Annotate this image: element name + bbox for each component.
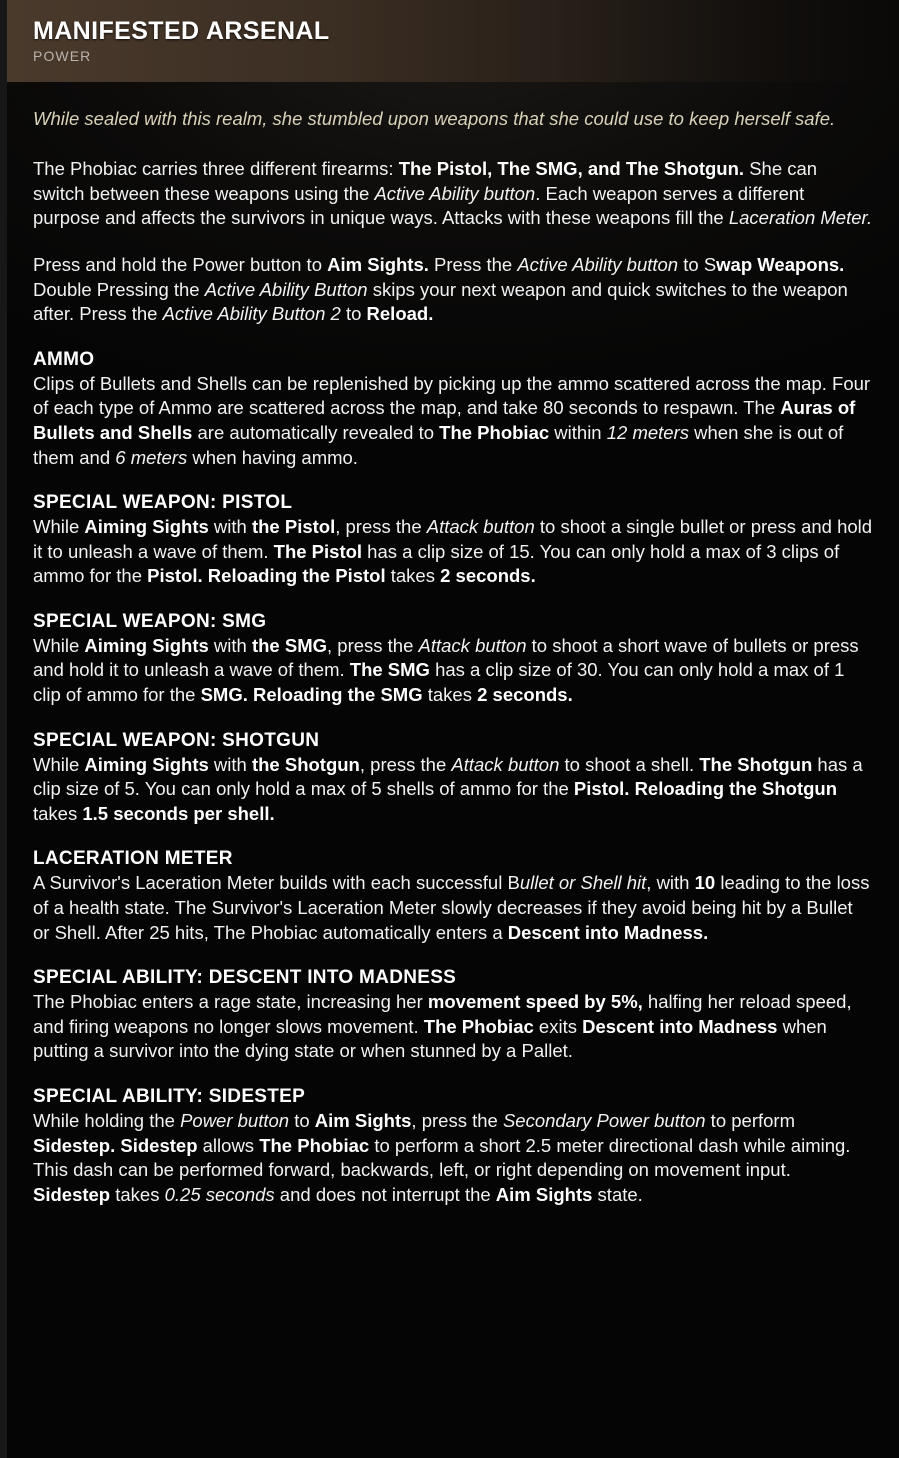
section-title-shotgun: SPECIAL WEAPON: SHOTGUN bbox=[33, 729, 320, 751]
section-title-smg: SPECIAL WEAPON: SMG bbox=[33, 610, 267, 632]
section-body-smg: While Aiming Sights with the SMG, press the Attack button to shoot a short wave of bullets or press and hold it to unleash a wave of them. The SMG has a clip size of 30. You can only hold a max of 1 clip of ammo for the SMG. Reloading the SMG takes 2 seconds. bbox=[33, 634, 859, 706]
power-content bbox=[7, 82, 899, 1269]
power-header bbox=[7, 0, 899, 82]
section-body-sidestep: While holding the Power button to Aim Sights, press the Secondary Power button to perform Sidestep. Sidestep allows The Phobiac to perform a short 2.5 meter directional dash while aiming. This dash can be performed forward, backwards, left, or right depending on movement input. Sidestep takes 0.25 seconds and does not interrupt the Aim Sights state. bbox=[33, 1110, 851, 1205]
power-title: MANIFESTED ARSENAL bbox=[33, 16, 330, 45]
paragraph-controls: Press and hold the Power button to Aim Sights. Press the Active Ability button to Swap Weapons. Double Pressing the Active Ability Button skips your next weapon and quick switches to the weapon after. Press the Active Ability Button 2 to Reload. bbox=[33, 253, 848, 325]
section-body-ammo: Clips of Bullets and Shells can be replenished by picking up the ammo scattered across the map. Four of each type of Ammo are scattered across the map, and take 80 seconds to respawn. The Auras of Bullets and Shells are automatically revealed to The Phobiac within 12 meters when she is out of them and 6 meters when having ammo. bbox=[33, 372, 871, 468]
section-title-descent-into-madness: SPECIAL ABILITY: DESCENT INTO MADNESS bbox=[33, 967, 457, 989]
section-ammo bbox=[33, 349, 873, 470]
section-title-laceration-meter: LACERATION METER bbox=[33, 848, 233, 870]
section-title-sidestep: SPECIAL ABILITY: SIDESTEP bbox=[33, 1086, 306, 1107]
flavor-text: While sealed with this realm, she stumbled upon weapons that she could use to keep herself safe. bbox=[33, 108, 836, 129]
section-descent-into-madness bbox=[33, 967, 873, 1064]
intro-paragraphs bbox=[33, 157, 873, 327]
power-category-label: POWER bbox=[33, 48, 92, 65]
section-laceration-meter bbox=[33, 848, 873, 945]
section-body-laceration-meter: A Survivor's Laceration Meter builds with each successful Bullet or Shell hit, with 10 leading to the loss of a health state. The Survivor's Laceration Meter slowly decreases if they avoid being hit by a Bullet or Shell. After 25 hits, The Phobiac automatically enters a Descent into Madness. bbox=[33, 872, 870, 943]
section-sidestep bbox=[33, 1086, 873, 1207]
section-title-ammo: AMMO bbox=[33, 348, 95, 370]
section-special-weapon-shotgun bbox=[33, 730, 873, 827]
section-title-pistol: SPECIAL WEAPON: PISTOL bbox=[33, 492, 293, 514]
section-special-weapon-smg bbox=[33, 611, 873, 708]
section-body-shotgun: While Aiming Sights with the Shotgun, press the Attack button to shoot a shell. The Shotgun has a clip size of 5. You can only hold a max of 5 shells of ammo for the Pistol. Reloading the Shotgun takes 1.5 seconds per shell. bbox=[33, 753, 863, 824]
section-special-weapon-pistol bbox=[33, 492, 873, 589]
paragraph-weapons-intro: The Phobiac carries three different firearms: The Pistol, The SMG, and The Shotgun. She can switch between these weapons using the Active Ability button. Each weapon serves a different purpose and affects the survivors in unique ways. Attacks with these weapons fill the Laceration Meter. bbox=[33, 158, 873, 229]
section-body-pistol: While Aiming Sights with the Pistol, press the Attack button to shoot a single bullet or press and hold it to unleash a wave of them. The Pistol has a clip size of 15. You can only hold a max of 3 clips of ammo for the Pistol. Reloading the Pistol takes 2 seconds. bbox=[33, 516, 873, 587]
section-body-descent-into-madness: The Phobiac enters a rage state, increasing her movement speed by 5%, halfing her reload speed, and firing weapons no longer slows movement. The Phobiac exits Descent into Madness when putting a survivor into the dying state or when stunned by a Pallet. bbox=[33, 991, 852, 1062]
